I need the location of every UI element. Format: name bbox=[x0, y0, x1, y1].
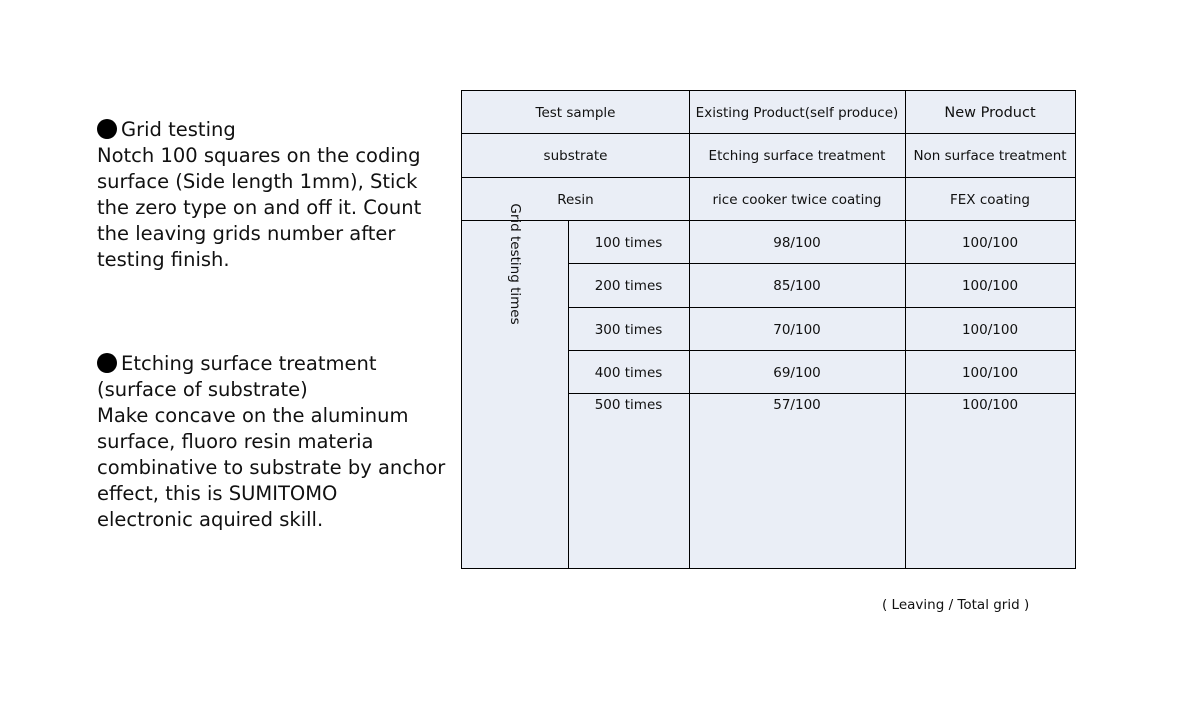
row-new-value: 100/100 bbox=[961, 364, 1019, 381]
resin-label: Resin bbox=[557, 191, 594, 208]
row-new-value: 100/100 bbox=[961, 321, 1019, 338]
row-times: 300 times bbox=[594, 321, 663, 338]
row-times: 100 times bbox=[594, 234, 663, 251]
section-etching-title: Etching surface treatment bbox=[97, 351, 452, 377]
row-existing-value: 57/100 bbox=[773, 397, 821, 413]
text-line: surface (Side length 1mm), Stick bbox=[97, 170, 418, 193]
text-line: Make concave on the aluminum bbox=[97, 404, 409, 427]
text-line: effect, this is SUMITOMO bbox=[97, 482, 338, 505]
row-new-value: 100/100 bbox=[961, 397, 1019, 413]
row-times: 400 times bbox=[594, 364, 663, 381]
footnote: ( Leaving / Total grid ) bbox=[882, 597, 1030, 613]
row-existing-value: 98/100 bbox=[773, 234, 821, 251]
header-test-sample: Test sample bbox=[535, 104, 616, 121]
substrate-new: Non surface treatment bbox=[913, 147, 1067, 164]
bullet-icon bbox=[97, 119, 117, 139]
row-new-value: 100/100 bbox=[961, 234, 1019, 251]
header-existing-product: Existing Product(self produce) bbox=[695, 104, 899, 121]
row-existing-value: 85/100 bbox=[773, 277, 821, 294]
row-existing-value: 70/100 bbox=[773, 321, 821, 338]
resin-new: FEX coating bbox=[950, 191, 1030, 208]
row-times: 200 times bbox=[594, 277, 663, 294]
text-line: surface, fluoro resin materia bbox=[97, 430, 374, 453]
substrate-label: substrate bbox=[543, 147, 608, 164]
row-times: 500 times bbox=[594, 397, 663, 413]
bullet-icon bbox=[97, 353, 117, 373]
description-panel bbox=[97, 117, 452, 533]
text-line: combinative to substrate by anchor bbox=[97, 456, 446, 479]
row-existing-value: 69/100 bbox=[773, 364, 821, 381]
grid-testing-times-label: Grid testing times bbox=[507, 202, 523, 325]
section-grid-testing-title: Grid testing bbox=[97, 117, 452, 143]
text-line: the zero type on and off it. Count bbox=[97, 196, 422, 219]
grid-test-table bbox=[461, 90, 1076, 569]
header-new-product: New Product bbox=[944, 105, 1036, 121]
substrate-existing: Etching surface treatment bbox=[708, 147, 886, 164]
text-line: Notch 100 squares on the coding bbox=[97, 144, 421, 167]
text-line: (surface of substrate) bbox=[97, 378, 308, 401]
text-line: electronic aquired skill. bbox=[97, 508, 324, 531]
row-new-value: 100/100 bbox=[961, 277, 1019, 294]
text-line: the leaving grids number after bbox=[97, 222, 396, 245]
resin-existing: rice cooker twice coating bbox=[712, 191, 882, 208]
text-line: testing finish. bbox=[97, 248, 230, 271]
